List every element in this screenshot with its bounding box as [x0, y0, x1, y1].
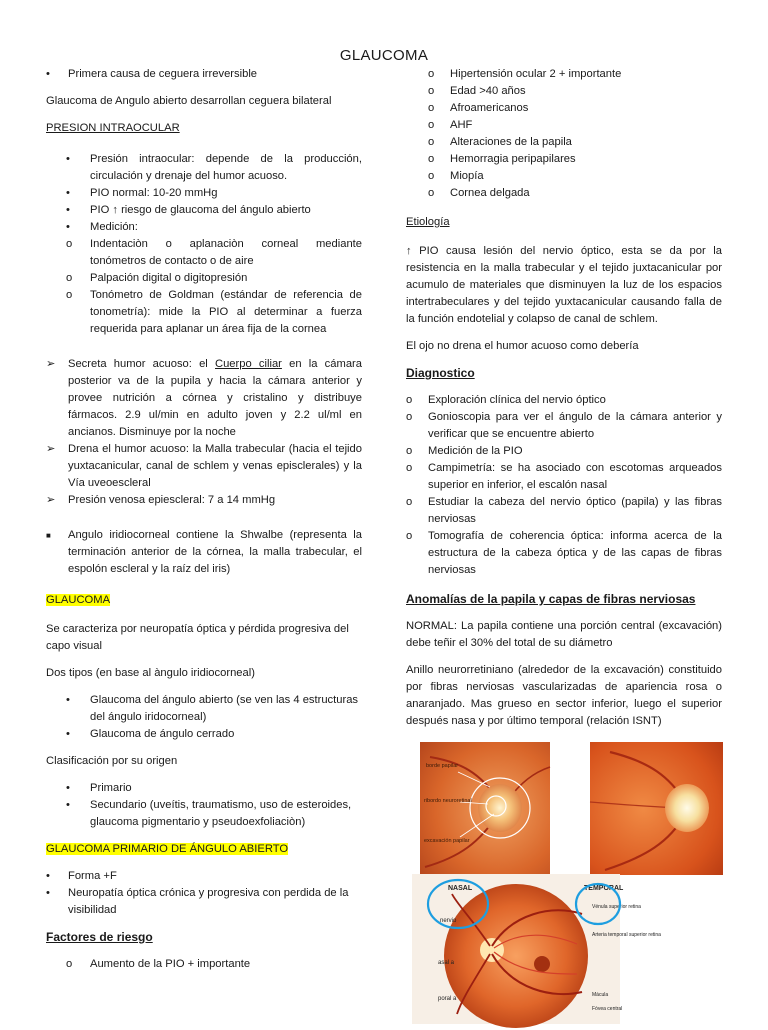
list-item: o Medición de la PIO: [406, 445, 523, 457]
list-item: ■ Angulo iridiocorneal contiene la Shwalbe (representa la terminación anterior de la córnea, la malla trabecular, el espolón escleral y la raíz del iris): [46, 529, 362, 575]
list-item: • Secundario (uveítis, traumatismo, uso de esteroides, glaucoma pigmentario y pseudoexfoliaciòn): [66, 799, 352, 828]
paragraph: Se caracteriza por neuropatía óptica y pérdida progresiva del capo visual: [46, 623, 349, 652]
fig-label-nasal: NASAL: [448, 885, 473, 892]
list-item: • Primera causa de ceguera irreversible: [46, 68, 258, 80]
primario-list: [46, 868, 362, 919]
list-item: o Palpación digital o digitopresión: [66, 272, 248, 284]
list-item: o Tonómetro de Goldman (estándar de referencia de tonometría): mide la PIO al determinar a fuerza requerida para aplanar un área fija de la cornea: [66, 289, 362, 335]
section-heading-presion: PRESION INTRAOCULAR: [46, 122, 180, 134]
origen-list: [46, 780, 362, 831]
list-item: o Alteraciones de la papila: [428, 136, 572, 148]
list-item: o Miopía: [428, 170, 484, 182]
fig-label: ribordo neuroretinal: [424, 798, 472, 804]
list-item: • Forma +F: [46, 870, 117, 882]
list-item: • PIO normal: 10-20 mmHg: [66, 187, 218, 199]
section-heading-primario: GLAUCOMA PRIMARIO DE ÁNGULO ABIERTO: [46, 843, 289, 855]
paragraph: Dos tipos (en base al àngulo iridiocorneal): [46, 667, 255, 679]
list-item: • Neuropatía óptica crónica y progresiva con perdida de la visibilidad: [46, 887, 349, 916]
section-heading-anomalias: Anomalías de la papila y capas de fibras nerviosas: [406, 592, 696, 606]
section-heading-glaucoma: GLAUCOMA: [46, 594, 111, 606]
list-item: ➢ Presión venosa epiescleral: 7 a 14 mmHg: [46, 494, 276, 506]
fig-label: Vénula superior retina: [592, 904, 641, 910]
page-title: GLAUCOMA: [339, 47, 429, 64]
section-heading-factores: Factores de riesgo: [46, 930, 153, 944]
section-heading-etiologia: Etiología: [406, 216, 450, 228]
paragraph: Clasificación por su origen: [46, 755, 178, 767]
list-item: o Exploración clínica del nervio óptico: [406, 394, 606, 406]
diagnostico-list: [406, 392, 722, 579]
presion-list: [46, 151, 362, 338]
list-item: • Glaucoma de ángulo cerrado: [66, 728, 235, 740]
tipos-list: [46, 692, 362, 743]
cuerpo-ciliar-link: Cuerpo ciliar: [215, 358, 282, 370]
paragraph: NORMAL: La papila contiene una porción central (excavación) debe teñir el 30% del total de su diámetro: [406, 620, 722, 649]
list-item: o Hipertensión ocular 2 + importante: [428, 68, 622, 80]
fig-label: Arteria temporal superior retina: [592, 932, 661, 938]
paragraph: Glaucoma de Angulo abierto desarrollan ceguera bilateral: [46, 95, 332, 107]
list-item: • PIO ↑ riesgo de glaucoma del ángulo abierto: [66, 204, 311, 216]
list-item: o Indentaciòn o aplanaciòn corneal mediante tonómetros de contacto o de aire: [66, 238, 362, 267]
retina-fundus-diagram: [412, 874, 661, 1024]
list-item: o Cornea delgada: [428, 187, 530, 199]
list-item: ➢ Drena el humor acuoso: la Malla trabecular (hacia el tejido yuxtacanicular, canal de schlem y venas episclerales) y la Vía uveoescleral: [46, 443, 362, 489]
fig-label: asal a: [438, 960, 455, 966]
list-item: • Medición:: [66, 221, 138, 233]
square-list: [46, 527, 362, 578]
fig-label: Fóvea central: [592, 1006, 623, 1012]
arrow-list: [46, 356, 362, 509]
list-item: • Glaucoma del ángulo abierto (se ven las 4 estructuras del ángulo iridocorneal): [66, 694, 359, 723]
optic-disc-photo: [590, 742, 723, 875]
list-item: o Campimetría: se ha asociado con escotomas arqueados superior en inferior, el escalón nasal: [406, 462, 722, 491]
fig-label: Mácula: [592, 992, 609, 998]
list-item: o AHF: [428, 119, 473, 131]
paragraph: ↑ PIO causa lesión del nervio óptico, esta se da por la resistencia en la malla trabecular y el tejido juxtacanicular por acumulo de materiales que disminuyen la luz de los espacios intertrabeculares y del tejido yuxtacanicular causando falla de la función endotelial y colapso de canal de schlem.: [406, 245, 722, 325]
fig-label: borde papilar: [426, 763, 459, 769]
paragraph: Anillo neurorretiniano (alrededor de la excavación) constituido por fibras nerviosas vascularizadas de apariencia rosa o anaranjado. Mas grueso en sector inferior, luego el superior después nasa y por último temporal (relación ISNT): [406, 664, 722, 727]
list-item: o Afroamericanos: [428, 102, 529, 114]
list-item: ➢ Secreta humor acuoso: el Cuerpo ciliar en la cámara posterior va de la pupila y hacia la cámara anterior y provee nutrición a córnea y cristalino y distribuye fármacos. 2.9 ul/min en adulto joven y 2.2 ul/ml en ancianos. Disminuye por la noche: [46, 358, 362, 438]
left-column: [46, 66, 362, 973]
paragraph: El ojo no drena el humor acuoso como debería: [406, 340, 639, 352]
list-item: o Gonioscopia para ver el ángulo de la cámara anterior y verificar que se encuentre abierto: [406, 411, 722, 440]
fig-label: nervio: [440, 918, 457, 924]
optic-disc-labeled-image: [420, 742, 550, 878]
factores-list: [428, 66, 722, 202]
section-heading-diagnostico: Diagnostico: [406, 366, 475, 380]
list-item: o Edad >40 años: [428, 85, 526, 97]
right-column: [406, 66, 722, 730]
fig-label: excavación papilar: [424, 838, 470, 844]
list-item: • Presión intraocular: depende de la producción, circulación y drenaje del humor acuoso.: [66, 153, 362, 182]
list-item: • Primario: [66, 782, 132, 794]
list-item: o Estudiar la cabeza del nervio óptico (papila) y las fibras nerviosas: [406, 496, 722, 525]
list-item: o Hemorragia peripapilares: [428, 153, 576, 165]
fig-label: poral a: [438, 996, 457, 1002]
list-item: o Aumento de la PIO + importante: [66, 958, 251, 970]
list-item: o Tomografía de coherencia óptica: informa acerca de la estructura de la cabeza óptica y de las capas de fibras nerviosas: [406, 530, 722, 576]
fig-label-temporal: TEMPORAL: [584, 885, 624, 892]
